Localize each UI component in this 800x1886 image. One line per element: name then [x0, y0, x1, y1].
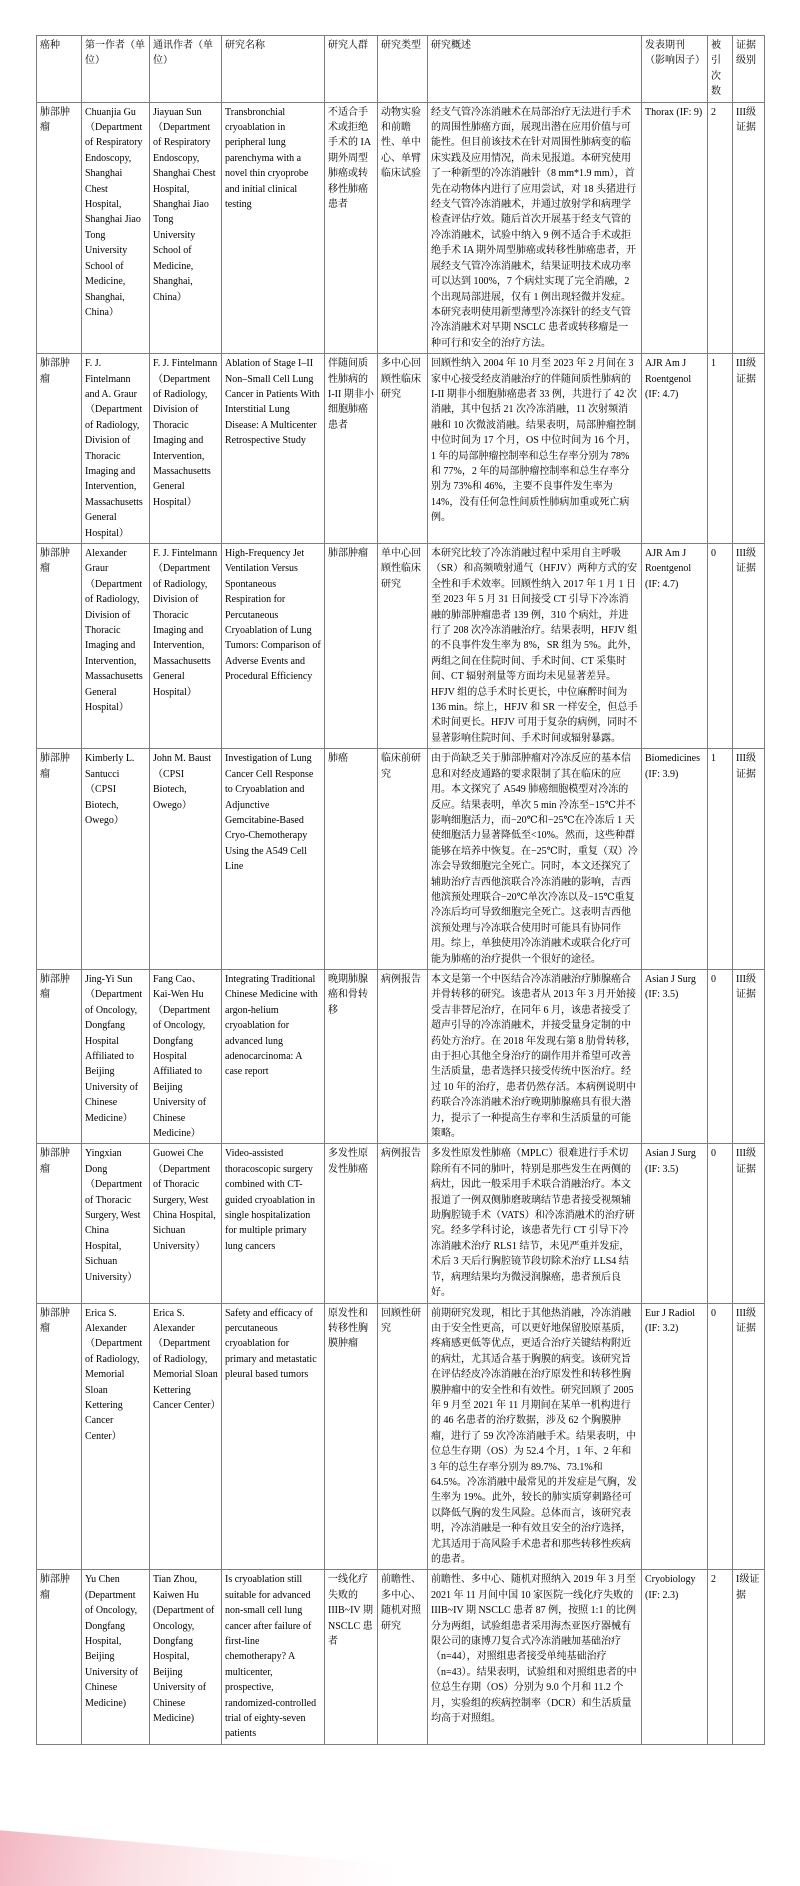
col-header-corresponding-author: 通讯作者（单位）: [150, 36, 222, 103]
pink-corner-watermark: [0, 1824, 440, 1886]
cell-citations: 0: [708, 1303, 733, 1570]
col-header-study-title: 研究名称: [222, 36, 325, 103]
cell-first-author: Alexander Graur（Department of Radiology, Division of Thoracic Imaging and Intervention, Massachusetts General Hospital）: [82, 544, 150, 749]
cell-first-author: Yu Chen (Department of Oncology, Dongfang Hospital, Beijing University of Chinese Medicine): [82, 1570, 150, 1744]
cell-overview: 由于尚缺乏关于肺部肿瘤对冷冻反应的基本信息和对经皮通路的要求限制了其在临床的应用。本文探究了 A549 肺癌细胞模型对冷冻的反应。结果表明，单次 5 min 冷冻至−15℃并不影响细胞活力，而−20℃和−25℃在冷冻后 1 天使细胞活力显著降低至<10%。然而，这些种群能够在培养中恢复。在−25℃时，重复（双）冷冻会导致细胞完全死亡。同时，本文还探究了辅助治疗吉西他滨联合冷冻消融的影响，吉西他滨预处理联合−20℃单次冷冻以及−15℃重复冷冻后均可导致细胞完全死亡。这表明吉西他滨预处理与冷冻联合使用时可能具有协同作用。综上，单独使用冷冻消融术或联合化疗可能为肺癌的治疗提供一个很好的途径。: [428, 749, 642, 970]
cell-population: 原发性和转移性胸膜肿瘤: [325, 1303, 378, 1570]
cell-cancer-type: 肺部肿瘤: [37, 544, 82, 749]
cell-cancer-type: 肺部肿瘤: [37, 749, 82, 970]
cell-overview: 前瞻性、多中心、随机对照纳入 2019 年 3 月至 2021 年 11 月间中国 10 家医院一线化疗失败的 IIIB~IV 期 NSCLC 患者 87 例，按照 1:1 的比例分为两组，试验组患者采用海杰亚医疗器械有限公司的康博刀复合式冷冻消融加基础治疗（n=44），对照组患者接受单纯基础治疗（n=43）。结果表明，试验组和对照组患者的中位总生存期（OS）分别为 9.0 个月和 11.2 个月，实验组的疾病控制率（DCR）和生活质量均高于对照组。: [428, 1570, 642, 1744]
cell-first-author: Erica S. Alexander（Department of Radiology, Memorial Sloan Kettering Cancer Center）: [82, 1303, 150, 1570]
table-body: [37, 102, 765, 1744]
cell-study-type: 前瞻性、多中心、随机对照研究: [378, 1570, 428, 1744]
cell-corresponding-author: Guowei Che（Department of Thoracic Surgery, West China Hospital, Sichuan University）: [150, 1144, 222, 1303]
cell-first-author: Jing-Yi Sun（Department of Oncology, Dongfang Hospital Affiliated to Beijing University of Chinese Medicine）: [82, 969, 150, 1143]
cell-study-type: 病例报告: [378, 1144, 428, 1303]
cell-cancer-type: 肺部肿瘤: [37, 1144, 82, 1303]
cell-evidence-level: III级证据: [733, 544, 765, 749]
col-header-first-author: 第一作者（单位）: [82, 36, 150, 103]
cell-citations: 0: [708, 1144, 733, 1303]
cell-evidence-level: III级证据: [733, 969, 765, 1143]
cell-citations: 1: [708, 749, 733, 970]
cell-corresponding-author: F. J. Fintelmann（Department of Radiology, Division of Thoracic Imaging and Intervention, Massachusetts General Hospital）: [150, 544, 222, 749]
cell-study-title: Investigation of Lung Cancer Cell Response to Cryoablation and Adjunctive Gemcitabine-Based Cryo-Chemotherapy Using the A549 Cell Line: [222, 749, 325, 970]
cell-population: 一线化疗失败的 IIIB~IV 期 NSCLC 患者: [325, 1570, 378, 1744]
cell-population: 伴随间质性肺病的 I-II 期非小细胞肺癌患者: [325, 354, 378, 544]
literature-table: [36, 35, 765, 1745]
cell-study-title: Is cryoablation still suitable for advanced non-small cell lung cancer after failure of first-line chemotherapy? A multicenter, prospective, randomized-controlled trial of eighty-seven patients: [222, 1570, 325, 1744]
cell-study-type: 多中心回顾性临床研究: [378, 354, 428, 544]
cell-overview: 前期研究发现，相比于其他热消融，冷冻消融由于安全性更高，可以更好地保留胶原基质，疼痛感更低等优点，更适合治疗关键结构附近的病灶，尤其适合基于胸膜的病变。该研究旨在评估经皮冷冻消融在治疗原发性和转移性胸膜肿瘤中的安全性和有效性。研究回顾了 2005 年 9 月至 2021 年 11 月期间在某单一机构进行的 46 名患者的治疗数据，涉及 62 个胸膜肿瘤，进行了 59 次冷冻消融手术。结果表明，中位总生存期（OS）为 52.4 个月，1 年、2 年和 3 年的总生存率分别为 89.7%、73.1%和 64.5%。冷冻消融中最常见的并发症是气胸，发生率为 19%。此外，较长的肺实质穿刺路径可以降低气胸的发生风险。总体而言，该研究表明，冷冻消融是一种有效且安全的治疗选择，尤其适用于高风险手术患者和那些转移性疾病的患者。: [428, 1303, 642, 1570]
cell-overview: 回顾性纳入 2004 年 10 月至 2023 年 2 月间在 3 家中心接受经皮消融治疗的伴随间质性肺病的 I-II 期非小细胞肺癌患者 33 例，共进行了 42 次消融，其中包括 21 次冷冻消融，11 次射频消融和 10 次微波消融。结果表明，局部肿瘤控制中位时间为 17 个月，OS 中位时间为 16 个月，1 年的局部肿瘤控制率和总生存率分别为 78%和 77%，2 年的局部肿瘤控制率和总生存率分别为 73%和 46%，主要不良事件发生率为 14%，没有任何急性间质性肺病加重或死亡病例。: [428, 354, 642, 544]
cell-study-type: 回顾性研究: [378, 1303, 428, 1570]
cell-overview: 多发性原发性肺癌（MPLC）很难进行手术切除所有不同的肺叶，特别是那些发生在两侧的病灶，因此一般采用手术联合消融治疗。本文报道了一例双侧肺磨玻璃结节患者接受视频辅助胸腔镜手术（VATS）和冷冻消融术的治疗研究。经多学科讨论，该患者先行 CT 引导下冷冻消融术治疗 RLS1 结节，未见严重并发症，术后 3 天后行胸腔镜节段切除术治疗 LLS4 结节，病理结果均为微浸润腺癌，患者预后良好。: [428, 1144, 642, 1303]
table-row: [37, 354, 765, 544]
cell-first-author: Kimberly L. Santucci（CPSI Biotech, Owego）: [82, 749, 150, 970]
cell-evidence-level: III级证据: [733, 1144, 765, 1303]
col-header-evidence-level: 证据级别: [733, 36, 765, 103]
cell-overview: 本文是第一个中医结合冷冻消融治疗肺腺癌合并骨转移的研究。该患者从 2013 年 3 月开始接受吉非替尼治疗，在同年 6 月，该患者接受了超声引导的冷冻消融术，并接受量身定制的中药处方治疗。在 2018 年发现右第 8 肋骨转移，由于担心其他全身治疗的副作用并希望可改善生活质量，患者选择只接受传统中医治疗。经过 10 年的治疗，患者仍然存活。本病例说明中药联合冷冻消融术治疗晚期肺腺癌具有很大潜力，提示了一种提高生存率和生活质量的可能策略。: [428, 969, 642, 1143]
cell-first-author: F. J. Fintelmann and A. Graur（Department of Radiology, Division of Thoracic Imaging and Intervention, Massachusetts General Hospital）: [82, 354, 150, 544]
cell-corresponding-author: Tian Zhou, Kaiwen Hu (Department of Oncology, Dongfang Hospital, Beijing University of Chinese Medicine): [150, 1570, 222, 1744]
cell-overview: 经支气管冷冻消融术在局部治疗无法进行手术的周围性肺癌方面，展现出潜在应用价值与可能性。但目前该技术在针对周围性肺病变的临床实践及应用情况，尚未见报道。本研究使用了一种新型的冷冻消融针（8 mm*1.9 mm），首先在动物体内进行了应用尝试，对 18 头猪进行经支气管冷冻消融术，并通过放射学和病理学检查评估疗效。随后首次开展基于经支气管的冷冻消融术，试验中纳入 9 例不适合手术或拒绝手术 IA 期外周型肺癌或转移性肺癌患者，开展经支气管冷冻消融术，结果证明技术成功率可以达到 100%，7 个病灶实现了完全消融，2 个出现局部进展，仅有 1 例出现轻微并发症。本研究表明使用新型薄型冷冻探针的经支气管冷冻消融术对早期 NSCLC 患者或转移瘤是一种可行和安全的治疗方法。: [428, 102, 642, 354]
document-page: [0, 35, 800, 1745]
col-header-overview: 研究概述: [428, 36, 642, 103]
cell-journal: Biomedicines (IF: 3.9): [642, 749, 708, 970]
cell-journal: Thorax (IF: 9): [642, 102, 708, 354]
cell-population: 晚期肺腺癌和骨转移: [325, 969, 378, 1143]
cell-cancer-type: 肺部肿瘤: [37, 969, 82, 1143]
cell-journal: AJR Am J Roentgenol (IF: 4.7): [642, 544, 708, 749]
cell-overview: 本研究比较了冷冻消融过程中采用自主呼吸（SR）和高频喷射通气（HFJV）两种方式的安全性和手术效率。回顾性纳入 2017 年 1 月 1 日至 2023 年 5 月 31 日间接受 CT 引导下冷冻消融的肺部肿瘤患者 139 例，310 个病灶，并进行了 208 次冷冻消融治疗。结果表明，HFJV 组的不良事件发生率为 8%，SR 组为 5%。此外，两组之间在住院时间、手术时间、CT 采集时间、CT 辐射剂量等方面均未见显著差异。HFJV 组的总手术时长更长，中位麻醉时间为 136 min。综上，HFJV 和 SR 一样安全，但总手术时间更长。HFJV 可用于复杂的病例，同时不显著影响住院时间、手术时间或辐射暴露。: [428, 544, 642, 749]
col-header-citations: 被引次数: [708, 36, 733, 103]
col-header-journal: 发表期刊（影响因子）: [642, 36, 708, 103]
cell-population: 肺部肿瘤: [325, 544, 378, 749]
cell-journal: Eur J Radiol (IF: 3.2): [642, 1303, 708, 1570]
cell-study-type: 临床前研究: [378, 749, 428, 970]
cell-journal: AJR Am J Roentgenol (IF: 4.7): [642, 354, 708, 544]
table-row: [37, 969, 765, 1143]
cell-corresponding-author: Jiayuan Sun（Department of Respiratory Endoscopy, Shanghai Chest Hospital, Shanghai Jiao Tong University School of Medicine, Shanghai, China）: [150, 102, 222, 354]
cell-population: 肺癌: [325, 749, 378, 970]
cell-citations: 0: [708, 969, 733, 1143]
cell-citations: 0: [708, 544, 733, 749]
cell-evidence-level: III级证据: [733, 102, 765, 354]
cell-study-type: 动物实验和前瞻性、单中心、单臂临床试验: [378, 102, 428, 354]
cell-evidence-level: I级证据: [733, 1570, 765, 1744]
cell-first-author: Yingxian Dong（Department of Thoracic Surgery, West China Hospital, Sichuan University）: [82, 1144, 150, 1303]
cell-cancer-type: 肺部肿瘤: [37, 102, 82, 354]
table-row: [37, 102, 765, 354]
cell-citations: 2: [708, 102, 733, 354]
cell-journal: Asian J Surg (IF: 3.5): [642, 969, 708, 1143]
cell-study-type: 病例报告: [378, 969, 428, 1143]
cell-journal: Asian J Surg (IF: 3.5): [642, 1144, 708, 1303]
table-row: [37, 749, 765, 970]
cell-population: 不适合手术或拒绝手术的 IA 期外周型肺癌或转移性肺癌患者: [325, 102, 378, 354]
cell-first-author: Chuanjia Gu（Department of Respiratory Endoscopy, Shanghai Chest Hospital, Shanghai Jiao Tong University School of Medicine, Shanghai, China）: [82, 102, 150, 354]
cell-corresponding-author: John M. Baust（CPSI Biotech, Owego）: [150, 749, 222, 970]
cell-population: 多发性原发性肺癌: [325, 1144, 378, 1303]
header-row: [37, 36, 765, 103]
col-header-population: 研究人群: [325, 36, 378, 103]
cell-journal: Cryobiology (IF: 2.3): [642, 1570, 708, 1744]
col-header-study-type: 研究类型: [378, 36, 428, 103]
cell-study-title: Video-assisted thoracoscopic surgery combined with CT-guided cryoablation in single hospitalization for multiple primary lung cancers: [222, 1144, 325, 1303]
cell-study-title: Transbronchial cryoablation in peripheral lung parenchyma with a novel thin cryoprobe and initial clinical testing: [222, 102, 325, 354]
cell-cancer-type: 肺部肿瘤: [37, 354, 82, 544]
cell-study-title: Ablation of Stage I–II Non–Small Cell Lung Cancer in Patients With Interstitial Lung Disease: A Multicenter Retrospective Study: [222, 354, 325, 544]
cell-study-title: High-Frequency Jet Ventilation Versus Spontaneous Respiration for Percutaneous Cryoablation of Lung Tumors: Comparison of Adverse Events and Procedural Efficiency: [222, 544, 325, 749]
col-header-cancer-type: 癌种: [37, 36, 82, 103]
table-row: [37, 544, 765, 749]
cell-study-title: Safety and efficacy of percutaneous cryoablation for primary and metastatic pleural based tumors: [222, 1303, 325, 1570]
cell-evidence-level: III级证据: [733, 749, 765, 970]
cell-corresponding-author: Erica S. Alexander（Department of Radiology, Memorial Sloan Kettering Cancer Center）: [150, 1303, 222, 1570]
table-row: [37, 1303, 765, 1570]
cell-study-type: 单中心回顾性临床研究: [378, 544, 428, 749]
cell-citations: 1: [708, 354, 733, 544]
cell-corresponding-author: Fang Cao、Kai-Wen Hu（Department of Oncology, Dongfang Hospital Affiliated to Beijing University of Chinese Medicine）: [150, 969, 222, 1143]
table-row: [37, 1144, 765, 1303]
cell-cancer-type: 肺部肿瘤: [37, 1303, 82, 1570]
cell-evidence-level: III级证据: [733, 1303, 765, 1570]
cell-corresponding-author: F. J. Fintelmann（Department of Radiology, Division of Thoracic Imaging and Intervention, Massachusetts General Hospital）: [150, 354, 222, 544]
cell-cancer-type: 肺部肿瘤: [37, 1570, 82, 1744]
table-row: [37, 1570, 765, 1744]
cell-study-title: Integrating Traditional Chinese Medicine with argon-helium cryoablation for advanced lung adenocarcinoma: A case report: [222, 969, 325, 1143]
cell-evidence-level: III级证据: [733, 354, 765, 544]
cell-citations: 2: [708, 1570, 733, 1744]
